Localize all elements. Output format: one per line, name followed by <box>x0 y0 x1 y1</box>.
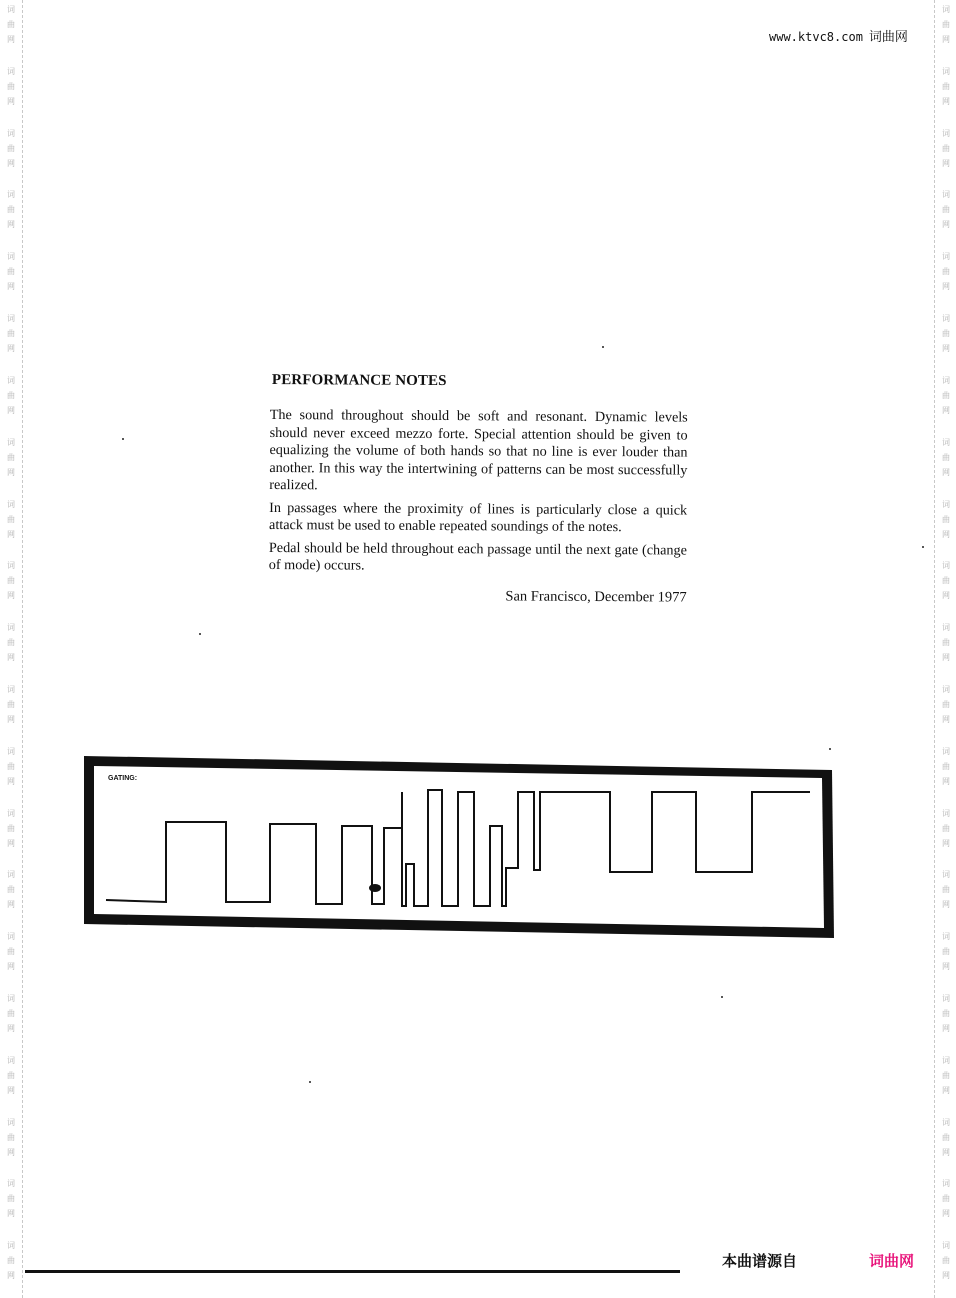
watermark-char: 网 <box>942 1085 950 1095</box>
watermark-char: 曲 <box>942 699 950 709</box>
watermark-group <box>942 62 950 124</box>
watermark-char: 网 <box>942 405 950 415</box>
watermark-char: 词 <box>7 1117 15 1127</box>
speck <box>922 546 924 548</box>
watermark-char: 词 <box>942 684 950 694</box>
watermark-char: 曲 <box>7 699 15 709</box>
watermark-char: 词 <box>942 252 950 262</box>
watermark-group <box>942 247 950 309</box>
watermark-char: 网 <box>7 900 15 910</box>
watermark-char: 词 <box>942 994 950 1003</box>
watermark-char: 词 <box>7 1241 15 1251</box>
watermark-char: 词 <box>7 561 15 571</box>
watermark-char: 曲 <box>7 1070 15 1080</box>
notes-signature: San Francisco, December 1977 <box>505 587 687 606</box>
watermark-char: 网 <box>7 1209 15 1219</box>
watermark-char: 曲 <box>942 1256 950 1266</box>
watermark-char: 词 <box>7 746 15 756</box>
watermark-char: 曲 <box>942 452 950 462</box>
watermark-char: 网 <box>942 35 950 44</box>
watermark-char: 词 <box>7 1055 15 1065</box>
watermark-char: 网 <box>942 653 950 663</box>
watermark-char: 曲 <box>942 947 950 957</box>
watermark-char: 曲 <box>7 1132 15 1142</box>
watermark-char: 词 <box>7 437 15 447</box>
watermark-char: 词 <box>7 314 15 324</box>
site-watermark <box>769 26 908 45</box>
watermark-group <box>942 433 950 495</box>
watermark-char: 词 <box>942 499 950 509</box>
speck <box>721 996 723 998</box>
watermark-char: 词 <box>942 870 950 880</box>
watermark-char: 词 <box>7 375 15 385</box>
watermark-char: 词 <box>7 623 15 633</box>
watermark-char: 词 <box>942 437 950 447</box>
watermark-char: 网 <box>7 838 15 848</box>
watermark-group <box>7 0 15 62</box>
watermark-char: 曲 <box>942 885 950 895</box>
footer-rule <box>25 1270 680 1273</box>
watermark-group <box>7 124 15 186</box>
speck <box>309 1081 311 1083</box>
watermark-char: 网 <box>942 158 950 168</box>
gating-diagram <box>84 756 836 938</box>
watermark-char: 网 <box>942 1147 950 1157</box>
watermark-char: 网 <box>942 1209 950 1219</box>
watermark-group <box>7 185 15 247</box>
watermark-char: 网 <box>942 467 950 477</box>
watermark-char: 词 <box>7 190 15 200</box>
watermark-group <box>942 1236 950 1298</box>
watermark-char: 词 <box>942 314 950 324</box>
watermark-group <box>7 433 15 495</box>
watermark-char: 网 <box>7 158 15 168</box>
watermark-char: 词 <box>7 870 15 880</box>
watermark-group <box>7 618 15 680</box>
watermark-group <box>942 371 950 433</box>
watermark-char: 词 <box>7 252 15 262</box>
watermark-char: 网 <box>7 344 15 354</box>
watermark-group <box>7 742 15 804</box>
watermark-char: 网 <box>7 714 15 724</box>
watermark-group <box>7 556 15 618</box>
watermark-char: 曲 <box>942 638 950 648</box>
watermark-group <box>7 371 15 433</box>
watermark-group <box>7 1113 15 1175</box>
watermark-char: 曲 <box>942 143 950 153</box>
watermark-group <box>7 680 15 742</box>
watermark-char: 网 <box>7 776 15 786</box>
watermark-char: 词 <box>942 375 950 385</box>
watermark-char: 词 <box>942 1117 950 1127</box>
watermark-char: 曲 <box>7 1009 15 1018</box>
watermark-char: 词 <box>942 66 950 76</box>
watermark-char: 网 <box>7 282 15 292</box>
watermark-char: 网 <box>7 35 15 44</box>
watermark-group <box>942 1174 950 1236</box>
watermark-char: 网 <box>942 591 950 601</box>
watermark-char: 曲 <box>942 205 950 215</box>
watermark-char: 网 <box>7 1271 15 1281</box>
watermark-char: 网 <box>7 405 15 415</box>
watermark-char: 网 <box>942 282 950 292</box>
site-url: www.ktvc8.com <box>769 30 863 44</box>
watermark-char: 词 <box>942 128 950 138</box>
ink-blot <box>369 884 381 892</box>
speck <box>122 438 124 440</box>
watermark-char: 词 <box>942 561 950 571</box>
watermark-char: 曲 <box>942 823 950 833</box>
watermark-group <box>942 124 950 186</box>
watermark-char: 网 <box>942 962 950 972</box>
watermark-char: 词 <box>942 1179 950 1189</box>
watermark-char: 曲 <box>7 267 15 277</box>
watermark-char: 曲 <box>7 390 15 400</box>
watermark-char: 曲 <box>7 452 15 462</box>
watermark-char: 曲 <box>942 81 950 91</box>
notes-title: PERFORMANCE NOTES <box>271 372 447 390</box>
watermark-char: 网 <box>7 591 15 601</box>
watermark-group <box>942 0 950 62</box>
performance-notes <box>269 372 688 606</box>
watermark-group <box>7 62 15 124</box>
watermark-char: 词 <box>7 808 15 818</box>
watermark-char: 曲 <box>7 514 15 524</box>
watermark-group <box>942 495 950 557</box>
watermark-char: 曲 <box>7 947 15 957</box>
watermark-char: 网 <box>942 714 950 724</box>
right-watermark-strip <box>934 0 956 1298</box>
watermark-char: 曲 <box>7 143 15 153</box>
watermark-char: 曲 <box>942 576 950 586</box>
watermark-group <box>7 804 15 866</box>
watermark-char: 网 <box>942 1024 950 1033</box>
watermark-char: 网 <box>7 653 15 663</box>
watermark-char: 词 <box>7 684 15 694</box>
watermark-char: 词 <box>942 1241 950 1251</box>
watermark-char: 曲 <box>942 1070 950 1080</box>
watermark-char: 曲 <box>942 267 950 277</box>
watermark-char: 词 <box>942 5 950 14</box>
watermark-char: 词 <box>7 66 15 76</box>
watermark-char: 词 <box>7 932 15 942</box>
speck <box>602 346 604 348</box>
watermark-group <box>7 927 15 989</box>
watermark-char: 曲 <box>942 329 950 339</box>
watermark-char: 词 <box>7 994 15 1003</box>
watermark-char: 词 <box>942 623 950 633</box>
watermark-char: 曲 <box>7 20 15 29</box>
watermark-char: 曲 <box>7 823 15 833</box>
watermark-char: 词 <box>7 5 15 14</box>
watermark-group <box>942 865 950 927</box>
watermark-char: 网 <box>942 776 950 786</box>
watermark-char: 曲 <box>7 1256 15 1266</box>
watermark-group <box>7 989 15 1051</box>
watermark-char: 曲 <box>7 638 15 648</box>
watermark-group <box>942 556 950 618</box>
watermark-group <box>942 1113 950 1175</box>
watermark-char: 词 <box>942 746 950 756</box>
watermark-char: 曲 <box>7 1194 15 1204</box>
watermark-char: 网 <box>7 220 15 230</box>
speck <box>199 633 201 635</box>
watermark-char: 网 <box>7 96 15 106</box>
footer-source-text: 本曲谱源自 <box>722 1252 798 1270</box>
watermark-char: 词 <box>942 1055 950 1065</box>
watermark-char: 网 <box>7 1147 15 1157</box>
watermark-char: 词 <box>942 190 950 200</box>
notes-paragraph-3: Pedal should be held throughout each passage until the next gate (change of mode) occurs. <box>268 539 687 574</box>
watermark-group <box>7 1174 15 1236</box>
watermark-char: 曲 <box>942 1009 950 1018</box>
watermark-char: 网 <box>942 1271 950 1281</box>
gating-diagram-svg <box>84 756 836 938</box>
watermark-char: 词 <box>942 932 950 942</box>
watermark-group <box>942 804 950 866</box>
watermark-char: 曲 <box>942 20 950 29</box>
watermark-char: 曲 <box>7 205 15 215</box>
watermark-char: 网 <box>7 1024 15 1033</box>
watermark-group <box>942 185 950 247</box>
watermark-char: 词 <box>942 808 950 818</box>
watermark-char: 网 <box>942 838 950 848</box>
speck <box>829 748 831 750</box>
watermark-char: 网 <box>942 220 950 230</box>
gating-label: GATING: <box>108 775 138 782</box>
watermark-group <box>7 309 15 371</box>
watermark-group <box>7 247 15 309</box>
watermark-char: 曲 <box>942 514 950 524</box>
site-brand: 词曲网 <box>868 30 908 45</box>
watermark-group <box>942 927 950 989</box>
watermark-group <box>942 618 950 680</box>
watermark-group <box>942 309 950 371</box>
watermark-char: 网 <box>7 1085 15 1095</box>
watermark-char: 网 <box>942 96 950 106</box>
notes-paragraph-2: In passages where the proximity of lines is particularly close a quick attack must be used to enable repeated soundings of the notes. <box>269 499 688 536</box>
watermark-group <box>942 742 950 804</box>
watermark-char: 网 <box>7 529 15 539</box>
watermark-group <box>7 865 15 927</box>
left-watermark-strip <box>0 0 23 1298</box>
watermark-char: 网 <box>942 344 950 354</box>
watermark-char: 曲 <box>7 761 15 771</box>
watermark-char: 网 <box>7 962 15 972</box>
watermark-char: 曲 <box>942 761 950 771</box>
watermark-char: 词 <box>7 1179 15 1189</box>
watermark-char: 曲 <box>942 1132 950 1142</box>
watermark-char: 词 <box>7 499 15 509</box>
watermark-char: 曲 <box>942 1194 950 1204</box>
watermark-char: 曲 <box>942 390 950 400</box>
watermark-group <box>942 1051 950 1113</box>
watermark-char: 网 <box>7 467 15 477</box>
watermark-group <box>7 495 15 557</box>
watermark-group <box>942 989 950 1051</box>
watermark-char: 曲 <box>7 329 15 339</box>
footer-brand: 词曲网 <box>869 1252 915 1270</box>
watermark-char: 曲 <box>7 576 15 586</box>
watermark-group <box>942 680 950 742</box>
notes-paragraph-1: The sound throughout should be soft and resonant. Dynamic levels should never exceed mezzo forte. Special attention should be given to equalizing the volume of both hands so that no line is ever louder than another. In this way the intertwining of patterns can be most successfully realized. <box>269 406 688 494</box>
watermark-group <box>7 1236 15 1298</box>
watermark-char: 网 <box>942 529 950 539</box>
watermark-char: 网 <box>942 900 950 910</box>
watermark-group <box>7 1051 15 1113</box>
watermark-char: 曲 <box>7 81 15 91</box>
watermark-char: 曲 <box>7 885 15 895</box>
watermark-char: 词 <box>7 128 15 138</box>
